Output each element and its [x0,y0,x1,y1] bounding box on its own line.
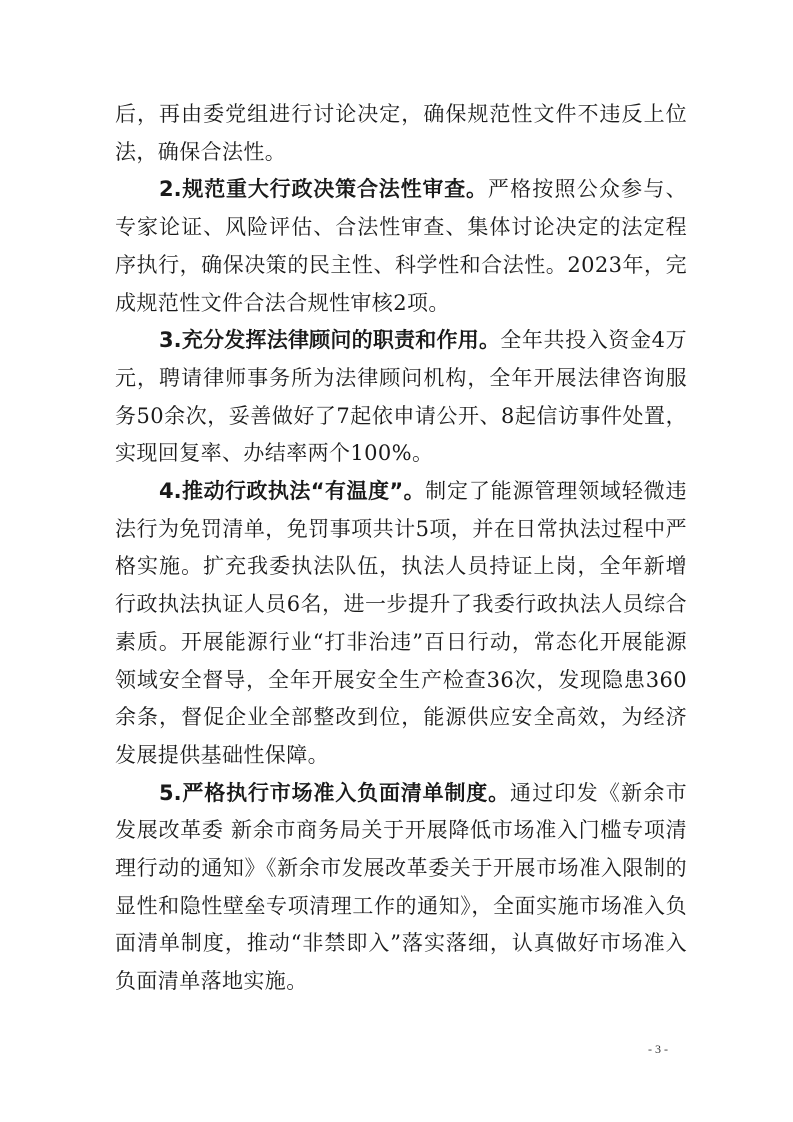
section-heading: 2.规范重大行政决策合法性审查。 [159,177,488,202]
section-heading: 4.推动行政执法“有温度”。 [159,479,426,504]
paragraph-text: 制定了能源管理领域轻微违法行为免罚清单，免罚事项共计5项，并在日常执法过程中严格实施。扩充我委执法队伍，执法人员持证上岗，全年新增行政执法执证人员6名，进一步提升了我委行政执法人员综合素质。开展能源行业“打非治违”百日行动，常态化开展能源领域安全督导，全年开展安全生产检查36次，发现隐患360余条，督促企业全部整改到位，能源供应安全高效，为经济发展提供基础性保障。 [115,479,687,767]
paragraph-text: 严格按照公众参与、专家论证、风险评估、合法性审查、集体讨论决定的法定程序执行，确保决策的民主性、科学性和合法性。2023年，完成规范性文件合法合规性审核2项。 [115,177,687,315]
page-number: - 3 - [648,1042,668,1056]
paragraph-section-5 [115,775,687,1001]
section-heading: 3.充分发挥法律顾问的职责和作用。 [159,328,501,353]
paragraph-section-2 [115,171,687,322]
page-body [115,96,687,1001]
paragraph-text: 通过印发《新余市发展改革委 新余市商务局关于开展降低市场准入门槛专项清理行动的通知》《新余市发展改革委关于开展市场准入限制的显性和隐性壁垒专项清理工作的通知》，全面实施市场准入负面清单制度，推动“非禁即入”落实落细，认真做好市场准入负面清单落地实施。 [115,780,687,994]
paragraph-text: 后，再由委党组进行讨论决定，确保规范性文件不违反上位法，确保合法性。 [115,102,687,164]
paragraph-section-3 [115,322,687,473]
section-heading: 5.严格执行市场准入负面清单制度。 [159,780,510,805]
paragraph-continuation [115,96,687,171]
paragraph-section-4 [115,473,687,775]
paragraph-text: 全年共投入资金4万元，聘请律师事务所为法律顾问机构，全年开展法律咨询服务50余次，妥善做好了7起依申请公开、8起信访事件处置，实现回复率、办结率两个100%。 [115,328,687,466]
